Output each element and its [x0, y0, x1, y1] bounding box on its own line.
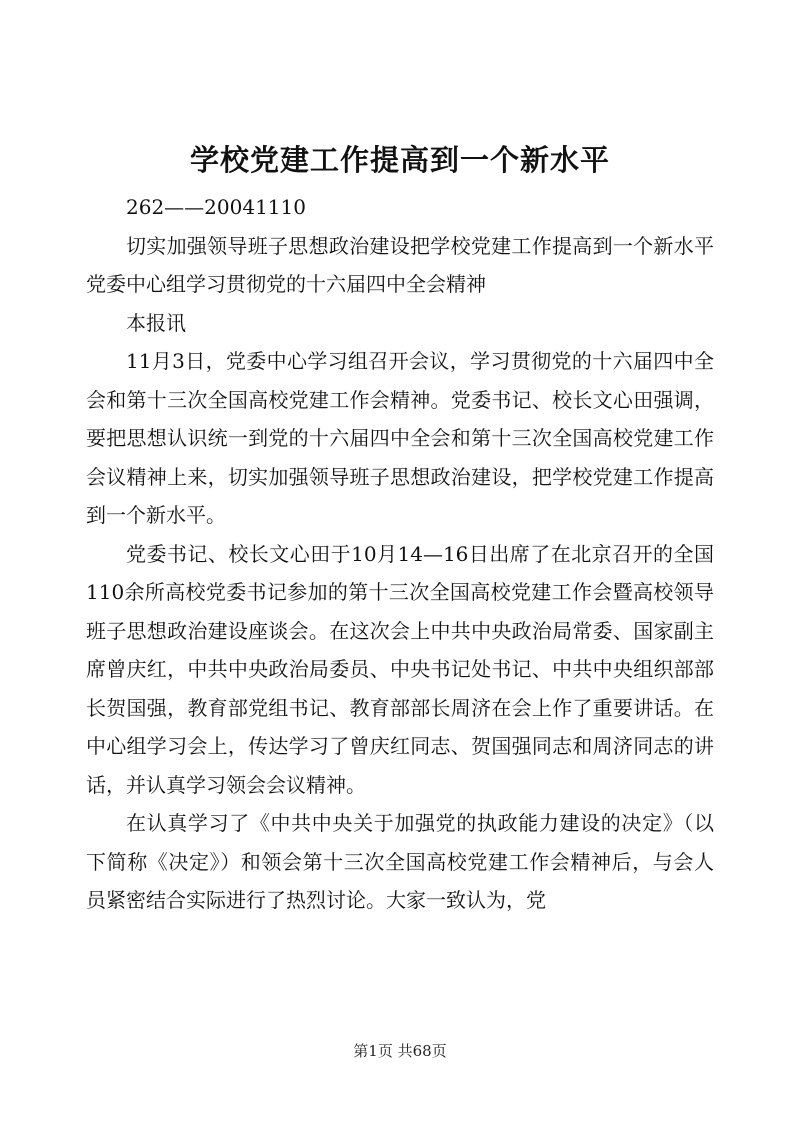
paragraph-body-2: 党委书记、校长文心田于10月14—16日出席了在北京召开的全国110余所高校党委书记参加的第十三次全国高校党建工作会暨高校领导班子思想政治建设座谈会。在这次会上中共中央政治局常委、国家副主席曾庆红，中共中央政治局委员、中央书记处书记、中共中央组织部部长贺国强，教育部党组书记、教育部部长周济在会上作了重要讲话。在中心组学习会上，传达学习了曾庆红同志、贺国强同志和周济同志的讲话，并认真学习领会会议精神。	[86, 541, 714, 797]
document-title: 学校党建工作提高到一个新水平	[189, 143, 610, 177]
paragraph-headline: 切实加强领导班子思想政治建设把学校党建工作提高到一个新水平党委中心组学习贯彻党的十六届四中全会精神	[86, 233, 714, 296]
paragraph-byline: 本报讯	[126, 310, 186, 335]
paragraph-body-1: 11月3日，党委中心学习组召开会议，学习贯彻党的十六届四中全会和第十三次全国高校党建工作会精神。党委书记、校长文心田强调，要把思想认识统一到党的十六届四中全会和第十三次全国高校党建工作会议精神上来，切实加强领导班子思想政治建设，把学校党建工作提高到一个新水平。	[86, 349, 714, 527]
page-footer: 第1页 共68页	[353, 1042, 447, 1060]
paragraph-body-3: 在认真学习了《中共中央关于加强党的执政能力建设的决定》（以下简称《决定》）和领会第十三次全国高校党建工作会精神后，与会人员紧密结合实际进行了热烈讨论。大家一致认为，党	[86, 811, 714, 912]
paragraph-date-code: 262——20041110	[126, 195, 306, 219]
document-body	[86, 188, 714, 920]
